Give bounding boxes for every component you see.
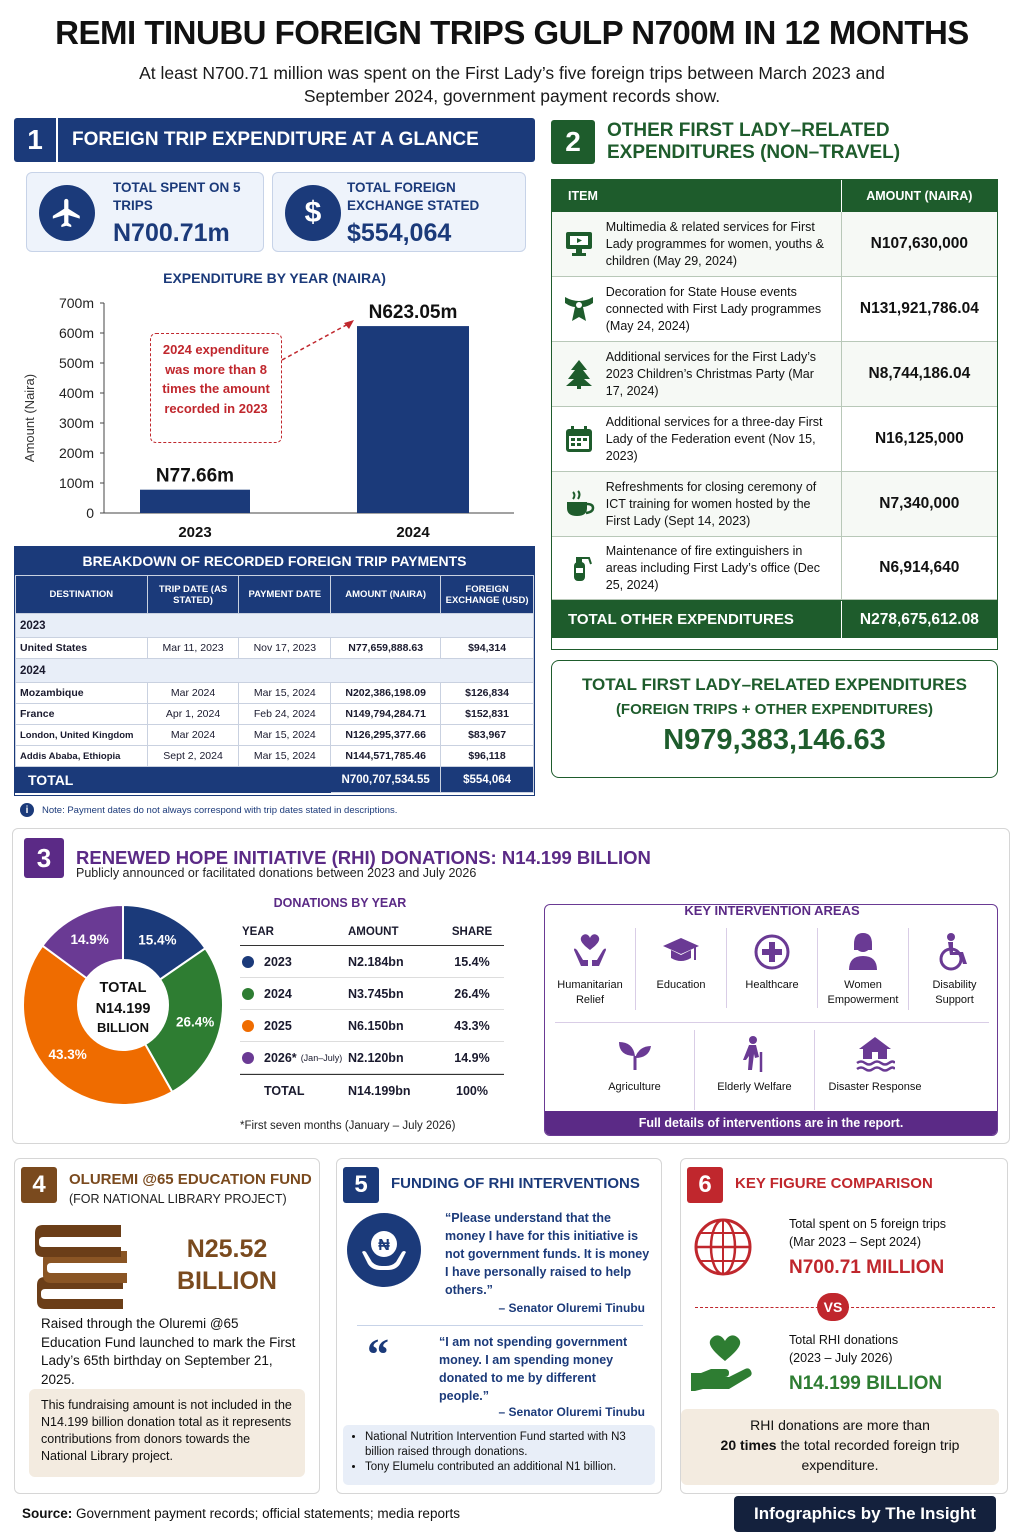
- section-number: 3: [24, 838, 64, 878]
- graduation-cap-icon: [636, 928, 726, 976]
- cell-trip-date: Mar 2024: [147, 683, 239, 704]
- quote-mark-icon: “: [367, 1330, 389, 1379]
- medical-cross-icon: [727, 928, 817, 976]
- column-header: YEAR: [242, 925, 274, 938]
- dollar-icon: $: [285, 185, 341, 241]
- y-tick-label: 200m: [58, 445, 94, 461]
- fund-description: Raised through the Oluremi @65 Education Fund launched to mark the First Lady’s 65th birthday on September 21, 2025.: [41, 1316, 296, 1387]
- total-value: N278,675,612.08: [841, 601, 997, 639]
- section-number: 4: [21, 1167, 57, 1203]
- item-description: Maintenance of fire extinguishers in areas including First Lady’s office (Dec 25, 2024): [605, 543, 820, 592]
- section-number: 1: [14, 118, 58, 162]
- table-header-row: [552, 180, 997, 212]
- heart-hand-icon: [687, 1331, 761, 1395]
- table-row: [16, 638, 534, 659]
- intervention-label: Elderly Welfare: [717, 1081, 792, 1093]
- comparison-label-1: Total spent on 5 foreign trips: [789, 1217, 947, 1231]
- y-tick-label: 300m: [58, 415, 94, 431]
- cell-destination: France: [16, 704, 148, 725]
- quote-2-attribution: – Senator Oluremi Tinubu: [498, 1405, 645, 1419]
- intervention-label: Education: [656, 979, 706, 991]
- areas-title: KEY INTERVENTION AREAS: [682, 904, 862, 918]
- quote-2: “I am not spending government money. I am spending money donated to me by different people.”: [439, 1335, 628, 1403]
- comparison-value-1: N700.71 MILLION: [789, 1257, 945, 1278]
- table-row: [552, 342, 997, 407]
- intervention-area: [545, 928, 636, 1010]
- cell-trip-date: Apr 1, 2024: [147, 704, 239, 725]
- share-cell: 43.3%: [454, 1018, 490, 1033]
- y-tick-label: 100m: [58, 475, 94, 491]
- woman-icon: [818, 928, 908, 976]
- donut-slice-label: 26.4%: [175, 1014, 215, 1030]
- share-cell: 14.9%: [454, 1050, 490, 1065]
- year-label: 2024: [264, 986, 292, 1001]
- total-label: TOTAL OTHER EXPENDITURES: [568, 611, 794, 628]
- cell-trip-date: Mar 2024: [147, 725, 239, 746]
- section-heading: OLUREMI @65 EDUCATION FUND: [69, 1171, 312, 1188]
- donut-slice-label: 14.9%: [70, 931, 109, 947]
- cell-trip-date: Mar 11, 2023: [147, 638, 239, 659]
- amount-cell: N2.184bn: [348, 954, 404, 969]
- table-row: [16, 746, 534, 767]
- year-label: 2026*: [264, 1050, 297, 1065]
- divider: [357, 1325, 643, 1326]
- fund-value-number: N25.52: [186, 1235, 268, 1263]
- books-icon: [31, 1221, 135, 1313]
- page-subtitle: At least N700.71 million was spent on the First Lady’s five foreign trips between March 2023 and September 2024, government payment records show.: [139, 63, 885, 106]
- x-tick-label: 2024: [396, 524, 430, 541]
- stat-card-total-spent: [26, 172, 264, 252]
- table-row: [552, 407, 997, 472]
- table-row: [240, 1042, 504, 1074]
- grand-total-box: [551, 660, 998, 778]
- ribbon-icon: [552, 293, 606, 325]
- cell-amount: N77,659,888.63: [331, 638, 441, 659]
- total-amount: N700,707,534.55: [331, 767, 441, 793]
- plant-icon: [575, 1030, 694, 1078]
- donut-title: DONATIONS BY YEAR: [273, 896, 407, 910]
- cell-amount: N149,794,284.71: [331, 704, 441, 725]
- table-row: [552, 277, 997, 342]
- source-label: Source:: [22, 1506, 73, 1521]
- y-tick-label: 700m: [58, 295, 94, 311]
- item-description: Additional services for the First Lady’s 2023 Children’s Christmas Party (Mar 17, 2024): [605, 349, 817, 398]
- areas-footer: Full details of interventions are in the report.: [545, 1111, 997, 1135]
- total-share: 100%: [456, 1083, 488, 1098]
- section-5-panel: [336, 1158, 662, 1494]
- bar-2024: [357, 326, 469, 513]
- year-group-label: 2024: [16, 659, 534, 683]
- table-total-row: [552, 600, 997, 638]
- other-expenditures-table: [551, 179, 998, 650]
- globe-icon: [691, 1215, 755, 1279]
- foreign-trip-table: [14, 546, 535, 796]
- column-header: SHARE: [451, 925, 493, 938]
- amount-cell: N2.120bn: [348, 1050, 404, 1065]
- section-heading: RENEWED HOPE INITIATIVE (RHI) DONATIONS: N14.199 BILLION: [76, 847, 651, 868]
- cell-amount: N202,386,198.09: [331, 683, 441, 704]
- fund-value-unit: BILLION: [177, 1267, 277, 1295]
- legend-dot: [242, 1052, 254, 1064]
- section-4-header: [21, 1167, 57, 1203]
- funding-bullets: [343, 1425, 655, 1485]
- y-tick-label: 500m: [58, 355, 94, 371]
- column-header: AMOUNT (NAIRA): [331, 576, 441, 614]
- cell-payment-date: Mar 15, 2024: [239, 746, 331, 767]
- section-heading: FUNDING OF RHI INTERVENTIONS: [391, 1175, 640, 1192]
- stat-card-foreign-exchange: [272, 172, 526, 252]
- stat-value: N700.71m: [113, 219, 230, 247]
- table-row: [16, 725, 534, 746]
- credit-badge: Infographics by The Insight: [734, 1496, 996, 1532]
- callout-arrow: [280, 315, 360, 365]
- stat-value: $554,064: [347, 219, 452, 247]
- table-title: BREAKDOWN OF RECORDED FOREIGN TRIP PAYMENTS: [15, 547, 534, 575]
- cell-trip-date: Sept 2, 2024: [147, 746, 239, 767]
- grand-total-value: N979,383,146.63: [663, 724, 886, 756]
- svg-text:₦: ₦: [378, 1237, 390, 1254]
- table-row: [552, 472, 997, 537]
- cell-fx: $94,314: [441, 638, 534, 659]
- item-amount: N8,744,186.04: [841, 342, 997, 406]
- intervention-area: [636, 928, 727, 1008]
- comparison-note: [681, 1409, 999, 1485]
- cell-destination: United States: [16, 638, 148, 659]
- item-amount: N131,921,786.04: [841, 277, 997, 341]
- intervention-area: [815, 1030, 935, 1110]
- donations-table: [240, 918, 504, 1106]
- intervention-label: Healthcare: [745, 979, 799, 991]
- comparison-label-2: Total RHI donations: [789, 1333, 899, 1347]
- cell-fx: $96,118: [441, 746, 534, 767]
- bullet-item: • National Nutrition Intervention Fund started with N3 billion raised through donations.: [365, 1430, 645, 1460]
- donations-donut-chart: [18, 900, 228, 1110]
- cell-fx: $126,834: [441, 683, 534, 704]
- donut-center-line3: BILLION: [97, 1020, 149, 1035]
- vs-badge: VS: [817, 1293, 849, 1321]
- item-amount: N107,630,000: [841, 212, 997, 276]
- section-4-panel: [14, 1158, 320, 1494]
- calendar-icon: [552, 423, 606, 455]
- naira-hands-icon: [347, 1213, 421, 1287]
- legend-dot: [242, 1020, 254, 1032]
- section-heading: FOREIGN TRIP EXPENDITURE AT A GLANCE: [72, 129, 479, 150]
- table-row: [240, 978, 504, 1010]
- intervention-areas-box: [544, 904, 998, 1136]
- section-heading: KEY FIGURE COMPARISON: [735, 1175, 933, 1192]
- column-header: FOREIGN EXCHANGE (USD): [441, 576, 534, 614]
- item-amount: N6,914,640: [841, 537, 997, 599]
- elderly-icon: [695, 1030, 814, 1078]
- tree-icon: [552, 358, 606, 390]
- share-cell: 26.4%: [454, 986, 490, 1001]
- year-extra: (Jan–July): [300, 1052, 343, 1063]
- note-line: the total recorded foreign trip expenditure.: [780, 1437, 960, 1473]
- donut-slice-label: 15.4%: [138, 932, 177, 948]
- section-number: 5: [343, 1167, 379, 1203]
- bar-data-label: N623.05m: [368, 302, 458, 324]
- intervention-label: Disaster Response: [828, 1081, 922, 1093]
- section-number: 2: [551, 120, 595, 164]
- fund-note: This fundraising amount is not included in the N14.199 billion donation total as it represents contributions from donors towards the National Library project.: [29, 1389, 305, 1477]
- column-header: TRIP DATE (AS STATED): [147, 576, 239, 614]
- table-row: [240, 946, 504, 978]
- note-line: RHI donations are more than: [750, 1417, 930, 1433]
- source-text: Government payment records; official statements; media reports: [76, 1506, 460, 1521]
- cell-payment-date: Mar 15, 2024: [239, 725, 331, 746]
- y-tick-label: 400m: [58, 385, 94, 401]
- cell-fx: $83,967: [441, 725, 534, 746]
- table-total-row: [16, 767, 534, 793]
- intervention-label: Agriculture: [608, 1081, 661, 1093]
- bullet-item: • Tony Elumelu contributed an additional N1 billion.: [365, 1460, 645, 1475]
- share-cell: 15.4%: [454, 954, 490, 969]
- table-header-row: [16, 576, 534, 614]
- airplane-icon: [39, 185, 95, 241]
- y-tick-label: 600m: [58, 325, 94, 341]
- y-tick-label: 0: [86, 505, 94, 521]
- item-description: Multimedia & related services for First Lady programmes for women, youths & children (May 29, 2024): [605, 219, 824, 268]
- quote-1: “Please understand that the money I have for this initiative is not government funds. It is money I have personally raised to help others.”: [445, 1211, 650, 1297]
- section-2-header: [551, 118, 1006, 166]
- intervention-area: [727, 928, 818, 1008]
- x-tick-label: 2023: [178, 524, 212, 541]
- wheelchair-icon: [909, 928, 998, 976]
- year-label: 2025: [264, 1018, 292, 1033]
- total-label: TOTAL: [264, 1083, 305, 1098]
- column-header: ITEM: [568, 189, 598, 203]
- bar-2023: [140, 490, 250, 513]
- heart-hands-icon: [545, 928, 635, 976]
- section-1-header: [14, 118, 535, 162]
- donut-slice-label: 43.3%: [48, 1047, 87, 1063]
- cell-amount: N144,571,785.46: [331, 746, 441, 767]
- source-line: [22, 1506, 460, 1521]
- amount-cell: N6.150bn: [348, 1018, 404, 1033]
- page-title: REMI TINUBU FOREIGN TRIPS GULP N700M IN 12 MONTHS: [55, 14, 969, 51]
- table-row: [552, 212, 997, 277]
- cell-amount: N126,295,377.66: [331, 725, 441, 746]
- flood-house-icon: [815, 1030, 935, 1078]
- cell-payment-date: Feb 24, 2024: [239, 704, 331, 725]
- table-row: [16, 683, 534, 704]
- table-note: [20, 803, 397, 817]
- section-subheading: Publicly announced or facilitated donations between 2023 and July 2026: [76, 866, 477, 880]
- stat-label: TOTAL FOREIGN EXCHANGE STATED: [347, 180, 480, 213]
- note-text: Note: Payment dates do not always correspond with trip dates stated in descriptions.: [42, 804, 398, 816]
- column-header: AMOUNT: [348, 925, 399, 938]
- cell-destination: Mozambique: [16, 683, 148, 704]
- stat-label: TOTAL SPENT ON 5 TRIPS: [113, 180, 241, 213]
- footnote: *First seven months (January – July 2026): [240, 1120, 456, 1132]
- table-header-row: [240, 918, 504, 946]
- item-description: Refreshments for closing ceremony of ICT training for women hosted by the First Lady (Sept 14, 2023): [605, 479, 817, 528]
- intervention-label: Humanitarian Relief: [557, 979, 623, 1006]
- cell-destination: Addis Ababa, Ethiopia: [16, 746, 148, 767]
- total-amount: N14.199bn: [348, 1083, 411, 1098]
- donut-center-line1: TOTAL: [99, 980, 147, 996]
- legend-dot: [242, 988, 254, 1000]
- intervention-area: [575, 1030, 695, 1110]
- comparison-value-2: N14.199 BILLION: [789, 1373, 943, 1394]
- intervention-label: Women Empowerment: [827, 979, 899, 1006]
- grand-total-sublabel: (FOREIGN TRIPS + OTHER EXPENDITURES): [615, 701, 934, 718]
- donut-center-line2: N14.199: [95, 1001, 151, 1017]
- cell-payment-date: Nov 17, 2023: [239, 638, 331, 659]
- column-header: DESTINATION: [16, 576, 148, 614]
- total-label: TOTAL: [16, 767, 331, 793]
- year-label: 2023: [264, 954, 292, 969]
- section-heading: OTHER FIRST LADY–RELATED EXPENDITURES (NON–TRAVEL): [607, 120, 901, 163]
- quote-1-attribution: – Senator Oluremi Tinubu: [498, 1301, 645, 1315]
- section-subheading: (FOR NATIONAL LIBRARY PROJECT): [69, 1192, 287, 1206]
- column-header: AMOUNT (NAIRA): [841, 180, 997, 212]
- bar-data-label: N77.66m: [155, 465, 235, 487]
- cell-payment-date: Mar 15, 2024: [239, 683, 331, 704]
- grand-total-label: TOTAL FIRST LADY–RELATED EXPENDITURES: [581, 675, 968, 694]
- item-amount: N16,125,000: [841, 407, 997, 471]
- table-row: [240, 1010, 504, 1042]
- cup-icon: [552, 488, 606, 520]
- intervention-area: [818, 928, 909, 1010]
- extinguisher-icon: [552, 552, 606, 584]
- amount-cell: N3.745bn: [348, 986, 404, 1001]
- chart-title: EXPENDITURE BY YEAR (NAIRA): [163, 270, 386, 286]
- cell-destination: London, United Kingdom: [16, 725, 148, 746]
- total-fx: $554,064: [441, 767, 534, 793]
- section-6-panel: [680, 1158, 1008, 1494]
- info-icon: i: [20, 803, 34, 817]
- table-row: [16, 704, 534, 725]
- year-group-label: 2023: [16, 614, 534, 638]
- intervention-area: [695, 1030, 815, 1110]
- item-description: Decoration for State House events connected with First Lady programmes (May 24, 2024): [605, 284, 822, 333]
- comparison-sublabel-1: (Mar 2023 – Sept 2024): [789, 1235, 922, 1249]
- table-total-row: [240, 1074, 504, 1106]
- comparison-sublabel-2: (2023 – July 2026): [789, 1351, 893, 1365]
- legend-dot: [242, 956, 254, 968]
- divider: [555, 1022, 989, 1023]
- item-amount: N7,340,000: [841, 472, 997, 536]
- chart-callout: 2024 expenditure was more than 8 times the amount recorded in 2023: [150, 333, 282, 443]
- section-number: 6: [687, 1167, 723, 1203]
- monitor-icon: [552, 228, 606, 260]
- note-emphasis: 20 times: [720, 1437, 777, 1453]
- column-header: PAYMENT DATE: [239, 576, 331, 614]
- item-description: Additional services for a three-day First Lady of the Federation event (Nov 15, 2023): [605, 414, 823, 463]
- cell-fx: $152,831: [441, 704, 534, 725]
- intervention-label: Disability Support: [932, 979, 977, 1006]
- y-axis-label: Amount (Naira): [22, 373, 37, 463]
- intervention-area: [909, 928, 998, 1010]
- table-row: [552, 537, 997, 600]
